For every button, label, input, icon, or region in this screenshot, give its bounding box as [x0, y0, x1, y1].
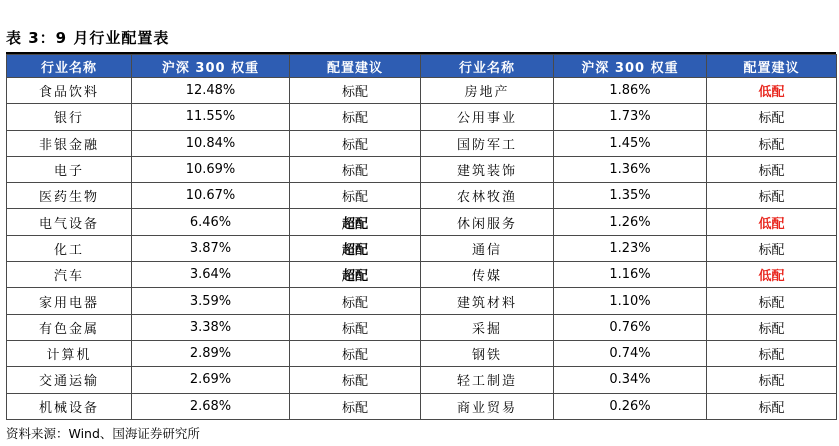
table-row [7, 393, 837, 419]
recommendation-left: 标配 [290, 314, 421, 340]
recommendation-right: 标配 [707, 104, 837, 130]
header-recommendation-right: 配置建议 [707, 55, 837, 78]
industry-name-left: 医药生物 [7, 183, 132, 209]
table-header-row [7, 55, 837, 78]
table-row [7, 130, 837, 156]
hs300-weight-right: 0.26% [554, 393, 707, 419]
industry-name-left: 家用电器 [7, 288, 132, 314]
table-row [7, 288, 837, 314]
industry-name-left: 食品饮料 [7, 78, 132, 104]
recommendation-right: 标配 [707, 288, 837, 314]
hs300-weight-left: 2.68% [132, 393, 290, 419]
recommendation-right: 标配 [707, 393, 837, 419]
recommendation-right: 标配 [707, 130, 837, 156]
hs300-weight-right: 1.23% [554, 235, 707, 261]
industry-name-right: 轻工制造 [421, 367, 554, 393]
source-note: 资料来源：Wind、国海证券研究所 [6, 426, 200, 441]
hs300-weight-left: 3.38% [132, 314, 290, 340]
table-row [7, 78, 837, 104]
table-row [7, 262, 837, 288]
industry-name-right: 休闲服务 [421, 209, 554, 235]
recommendation-left: 标配 [290, 104, 421, 130]
table-row [7, 156, 837, 182]
recommendation-left: 标配 [290, 288, 421, 314]
recommendation-left: 标配 [290, 183, 421, 209]
industry-name-left: 汽车 [7, 262, 132, 288]
hs300-weight-left: 6.46% [132, 209, 290, 235]
industry-name-right: 农林牧渔 [421, 183, 554, 209]
recommendation-right: 标配 [707, 183, 837, 209]
industry-name-left: 电气设备 [7, 209, 132, 235]
table-row [7, 235, 837, 261]
hs300-weight-left: 10.69% [132, 156, 290, 182]
table-row [7, 183, 837, 209]
table-row [7, 209, 837, 235]
hs300-weight-right: 1.10% [554, 288, 707, 314]
hs300-weight-right: 1.16% [554, 262, 707, 288]
industry-name-right: 公用事业 [421, 104, 554, 130]
header-industry-name-right: 行业名称 [421, 55, 554, 78]
industry-name-left: 电子 [7, 156, 132, 182]
recommendation-left: 标配 [290, 78, 421, 104]
hs300-weight-right: 0.34% [554, 367, 707, 393]
recommendation-left: 标配 [290, 130, 421, 156]
industry-name-right: 钢铁 [421, 340, 554, 366]
header-recommendation-left: 配置建议 [290, 55, 421, 78]
recommendation-left: 标配 [290, 393, 421, 419]
hs300-weight-left: 3.59% [132, 288, 290, 314]
table-row [7, 314, 837, 340]
industry-name-right: 商业贸易 [421, 393, 554, 419]
recommendation-left: 超配 [290, 209, 421, 235]
industry-name-left: 计算机 [7, 340, 132, 366]
header-hs300-weight-right: 沪深 300 权重 [554, 55, 707, 78]
table-row [7, 340, 837, 366]
industry-name-right: 传媒 [421, 262, 554, 288]
recommendation-right: 低配 [707, 78, 837, 104]
recommendation-right: 低配 [707, 209, 837, 235]
hs300-weight-right: 1.73% [554, 104, 707, 130]
industry-name-right: 建筑装饰 [421, 156, 554, 182]
industry-name-left: 机械设备 [7, 393, 132, 419]
recommendation-right: 标配 [707, 156, 837, 182]
recommendation-left: 标配 [290, 367, 421, 393]
recommendation-left: 超配 [290, 235, 421, 261]
recommendation-right: 标配 [707, 340, 837, 366]
recommendation-left: 超配 [290, 262, 421, 288]
recommendation-right: 标配 [707, 235, 837, 261]
hs300-weight-right: 1.36% [554, 156, 707, 182]
recommendation-left: 标配 [290, 156, 421, 182]
hs300-weight-right: 1.35% [554, 183, 707, 209]
industry-name-left: 交通运输 [7, 367, 132, 393]
industry-name-right: 国防军工 [421, 130, 554, 156]
header-industry-name-left: 行业名称 [7, 55, 132, 78]
hs300-weight-right: 1.86% [554, 78, 707, 104]
industry-name-right: 房地产 [421, 78, 554, 104]
hs300-weight-left: 3.87% [132, 235, 290, 261]
recommendation-right: 标配 [707, 314, 837, 340]
hs300-weight-right: 1.26% [554, 209, 707, 235]
hs300-weight-left: 10.67% [132, 183, 290, 209]
recommendation-right: 标配 [707, 367, 837, 393]
hs300-weight-left: 2.89% [132, 340, 290, 366]
table-body [7, 78, 837, 420]
industry-name-right: 建筑材料 [421, 288, 554, 314]
recommendation-left: 标配 [290, 340, 421, 366]
industry-name-left: 有色金属 [7, 314, 132, 340]
hs300-weight-right: 1.45% [554, 130, 707, 156]
industry-name-right: 通信 [421, 235, 554, 261]
industry-allocation-table [6, 54, 837, 420]
hs300-weight-left: 11.55% [132, 104, 290, 130]
hs300-weight-left: 10.84% [132, 130, 290, 156]
table-row [7, 367, 837, 393]
header-hs300-weight-left: 沪深 300 权重 [132, 55, 290, 78]
hs300-weight-left: 3.64% [132, 262, 290, 288]
table-row [7, 104, 837, 130]
industry-name-left: 化工 [7, 235, 132, 261]
industry-name-left: 银行 [7, 104, 132, 130]
table-title: 表 3：9 月行业配置表 [6, 29, 170, 47]
recommendation-right: 低配 [707, 262, 837, 288]
hs300-weight-right: 0.74% [554, 340, 707, 366]
hs300-weight-left: 2.69% [132, 367, 290, 393]
hs300-weight-right: 0.76% [554, 314, 707, 340]
industry-name-left: 非银金融 [7, 130, 132, 156]
hs300-weight-left: 12.48% [132, 78, 290, 104]
industry-name-right: 采掘 [421, 314, 554, 340]
